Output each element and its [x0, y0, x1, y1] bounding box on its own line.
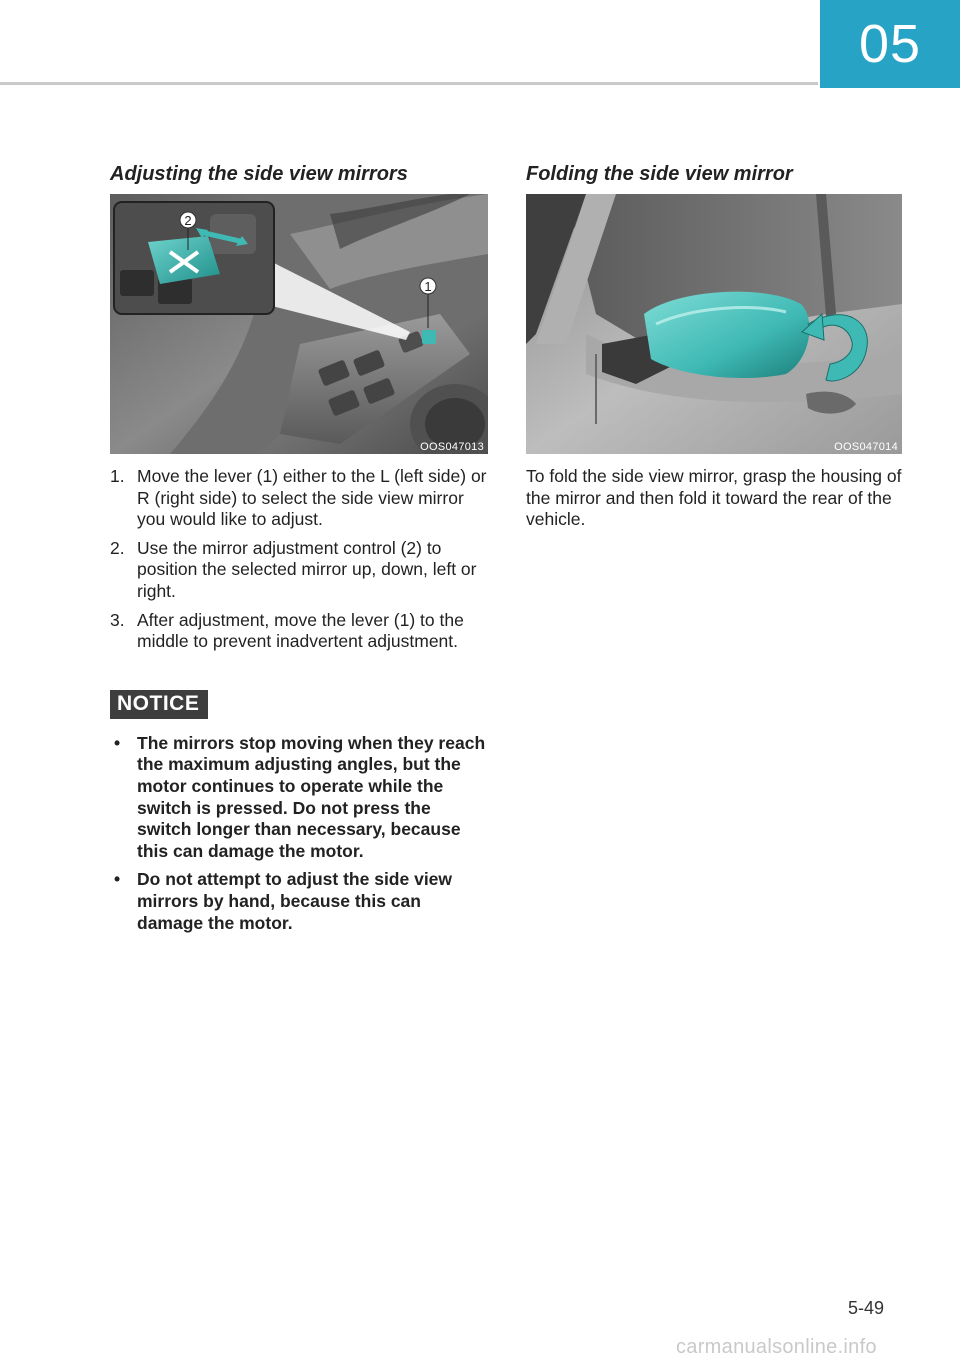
figure-mirror-fold	[526, 194, 902, 454]
figure-mirror-switch	[110, 194, 488, 454]
list-item: • Do not attempt to adjust the side view mirrors by hand, because this can damage the motor.	[114, 869, 453, 933]
list-item: 1. Move the lever (1) either to the L (left side) or R (right side) to select the side view mirror you would like to adjust.	[110, 466, 487, 530]
chapter-tab	[820, 0, 960, 88]
list-item: 3. After adjustment, move the lever (1) to the middle to prevent inadvertent adjustment.	[110, 609, 464, 652]
section-title-adjusting: Adjusting the side view mirrors	[110, 163, 408, 185]
callout-2: 2	[184, 213, 192, 228]
section-title-folding: Folding the side view mirror	[526, 163, 793, 185]
notice-list	[110, 733, 488, 934]
watermark: carmanualsonline.info	[676, 1336, 877, 1358]
header-rule	[0, 82, 818, 85]
list-item: • The mirrors stop moving when they reach the maximum adjusting angles, but the motor continues to operate while the switch is pressed. Do not press the switch longer than necessary, because this can damage the motor.	[114, 732, 486, 861]
left-column	[110, 160, 488, 941]
chapter-number: 05	[858, 14, 922, 74]
figure-code: OOS047014	[834, 441, 898, 453]
steps-list	[110, 466, 488, 653]
right-column	[526, 160, 902, 531]
door-switch-illustration	[110, 194, 488, 454]
mirror-fold-illustration	[526, 194, 902, 454]
page-number: 5-49	[848, 1298, 885, 1318]
callout-1: 1	[424, 279, 432, 294]
notice-label: NOTICE	[110, 690, 208, 719]
folding-paragraph: To fold the side view mirror, grasp the housing of the mirror and then fold it toward the rear of the vehicle.	[526, 466, 902, 530]
figure-code: OOS047013	[420, 441, 484, 453]
list-item: 2. Use the mirror adjustment control (2) to position the selected mirror up, down, left or right.	[110, 537, 477, 601]
